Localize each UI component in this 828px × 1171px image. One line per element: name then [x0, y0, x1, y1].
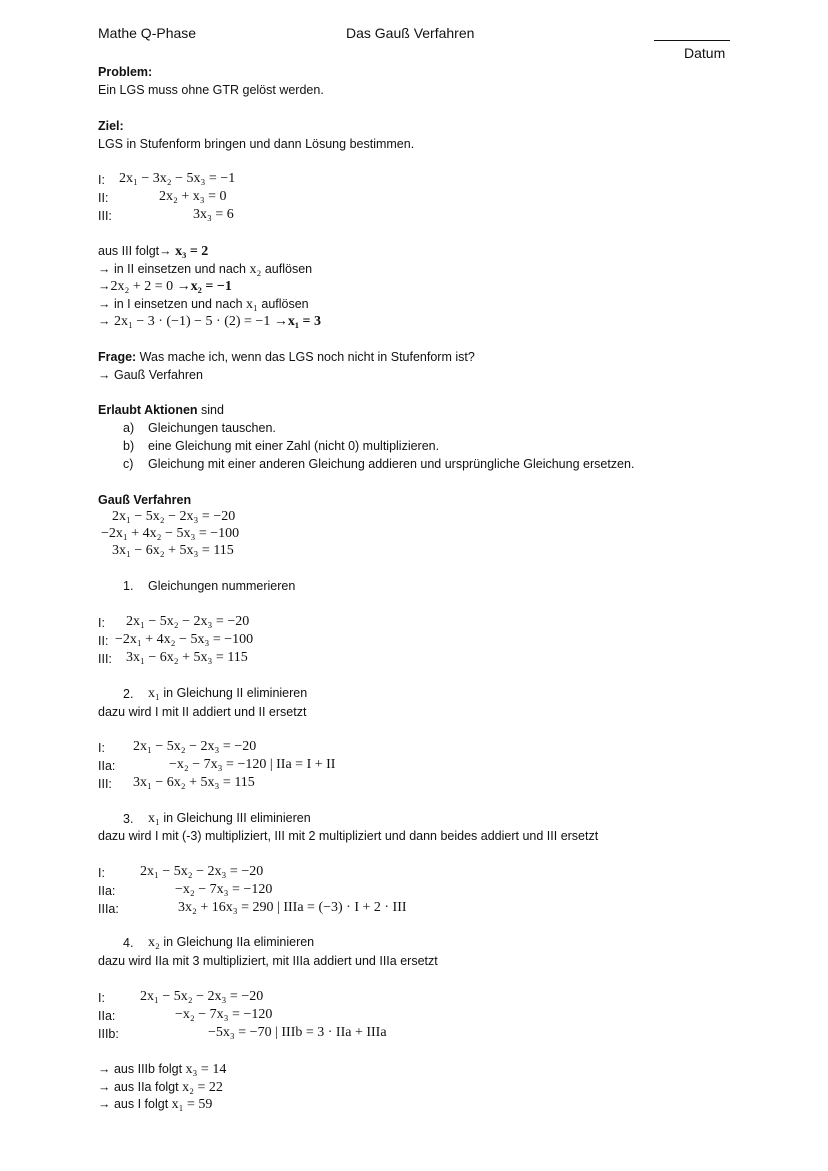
step-title: x₁ in Gleichung III eliminieren — [148, 811, 311, 826]
eq-label: III: — [98, 209, 112, 223]
frage-label: Frage: — [98, 350, 137, 364]
equation: 3x₃ = 6 — [193, 207, 234, 222]
eq-label: II: — [98, 634, 109, 648]
step-title: x₁ in Gleichung II eliminieren — [148, 686, 308, 701]
eq-label: III: — [98, 777, 112, 791]
gauss-heading: Gauß Verfahren — [98, 493, 192, 507]
list-marker: b) — [123, 439, 135, 453]
frage-line — [98, 350, 475, 364]
aktionen-heading: Erlaubt Aktionen sind — [98, 403, 224, 417]
equation: 3x₁ − 6x₂ + 5x₃ = 115 — [126, 650, 248, 665]
eq-label: IIa: — [98, 1009, 116, 1023]
step-text: auflösen — [261, 262, 313, 276]
ziel-heading: Ziel: — [98, 119, 124, 133]
step-number: 1. — [123, 579, 134, 593]
eq-label: I: — [98, 866, 105, 880]
eq-label: III: — [98, 652, 112, 666]
eq-label: II: — [98, 191, 109, 205]
step-math: 2x₁ − 3 · (−1) − 5 · (2) = −1 → — [113, 314, 288, 329]
step-text: → — [98, 314, 114, 328]
list-item: Gleichung mit einer anderen Gleichung addieren und ursprüngliche Gleichung ersetzen. — [148, 457, 635, 471]
equation: 2x₁ − 5x₂ − 2x₃ = −20 — [133, 739, 257, 754]
step-text: → — [98, 279, 111, 293]
eq-label: IIa: — [98, 759, 116, 773]
step-math: x₂ — [249, 262, 262, 277]
step-description: dazu wird IIa mit 3 multipliziert, mit IIIa addiert und IIIa ersetzt — [98, 954, 438, 968]
step-result: x₁ = 3 — [287, 314, 322, 329]
eq-label: I: — [98, 173, 105, 187]
equation: 2x₁ − 5x₂ − 2x₃ = −20 — [126, 614, 250, 629]
frage-text: Was mache ich, wenn das LGS noch nicht in Stufenform ist? — [136, 350, 475, 364]
ziel-text: LGS in Stufenform bringen und dann Lösung bestimmen. — [98, 137, 415, 151]
step-text: → in II einsetzen und nach — [98, 262, 250, 276]
eq-label: IIIb: — [98, 1027, 119, 1041]
solution-step — [98, 279, 232, 295]
equation: 3x₁ − 6x₂ + 5x₃ = 115 — [133, 775, 255, 790]
equation: 3x₁ − 6x₂ + 5x₃ = 115 — [112, 543, 234, 558]
equation: 2x₁ − 5x₂ − 2x₃ = −20 — [112, 509, 236, 524]
date-line — [654, 40, 730, 41]
eq-label: I: — [98, 991, 105, 1005]
page-title: Das Gauß Verfahren — [346, 25, 475, 41]
problem-heading: Problem: — [98, 65, 153, 79]
step-description: dazu wird I mit II addiert und II ersetzt — [98, 705, 307, 719]
list-item: Gleichungen tauschen. — [148, 421, 276, 435]
eq-label: I: — [98, 741, 105, 755]
equation: −x₂ − 7x₃ = −120 | IIa = I + II — [169, 757, 336, 772]
step-math: 2x₂ + 2 = 0 → — [110, 279, 191, 294]
eq-label: I: — [98, 616, 105, 630]
date-label: Datum — [684, 45, 726, 61]
equation: 2x₁ − 5x₂ − 2x₃ = −20 — [140, 989, 264, 1004]
equation: 2x₁ − 5x₂ − 2x₃ = −20 — [140, 864, 264, 879]
solution-step — [98, 297, 309, 313]
result-line: → aus I folgt x₁ = 59 — [98, 1097, 213, 1112]
step-result: x₂ = −1 — [190, 279, 232, 294]
list-item: eine Gleichung mit einer Zahl (nicht 0) multiplizieren. — [148, 439, 440, 453]
eq-label: IIa: — [98, 884, 116, 898]
equation: −2x₁ + 4x₂ − 5x₃ = −100 — [115, 632, 254, 647]
solution-step — [98, 314, 321, 330]
solution-step — [98, 262, 312, 278]
step-math: x₁ — [246, 297, 258, 312]
step-text: auflösen — [257, 297, 309, 311]
header-subject: Mathe Q-Phase — [98, 25, 197, 41]
step-text: aus III folgt→ — [98, 244, 176, 258]
equation: −x₂ − 7x₃ = −120 — [175, 882, 273, 897]
equation: 2x₂ + x₃ = 0 — [159, 189, 227, 204]
result-line: → aus IIa folgt x₂ = 22 — [98, 1080, 223, 1095]
list-marker: c) — [123, 457, 134, 471]
step-number: 4. — [123, 936, 134, 950]
step-description: dazu wird I mit (-3) multipliziert, III mit 2 multipliziert und dann beides addiert und III ersetzt — [98, 829, 599, 843]
equation: −x₂ − 7x₃ = −120 — [175, 1007, 273, 1022]
step-title: Gleichungen nummerieren — [148, 579, 296, 593]
list-marker: a) — [123, 421, 135, 435]
problem-text: Ein LGS muss ohne GTR gelöst werden. — [98, 83, 324, 97]
frage-answer: → Gauß Verfahren — [98, 368, 203, 382]
equation: −5x₃ = −70 | IIIb = 3 · IIa + IIIa — [208, 1025, 387, 1040]
step-number: 2. — [123, 687, 134, 701]
result-line: → aus IIIb folgt x₃ = 14 — [98, 1062, 227, 1077]
solution-step — [98, 244, 208, 260]
step-text: → in I einsetzen und nach — [98, 297, 247, 311]
eq-label: IIIa: — [98, 902, 119, 916]
equation: 2x₁ − 3x₂ − 5x₃ = −1 — [119, 171, 236, 186]
step-title: x₂ in Gleichung IIa eliminieren — [148, 935, 315, 950]
equation: −2x₁ + 4x₂ − 5x₃ = −100 — [101, 526, 240, 541]
step-number: 3. — [123, 812, 134, 826]
equation: 3x₂ + 16x₃ = 290 | IIIa = (−3) · I + 2 · III — [178, 900, 407, 915]
step-result: x₃ = 2 — [175, 244, 209, 259]
